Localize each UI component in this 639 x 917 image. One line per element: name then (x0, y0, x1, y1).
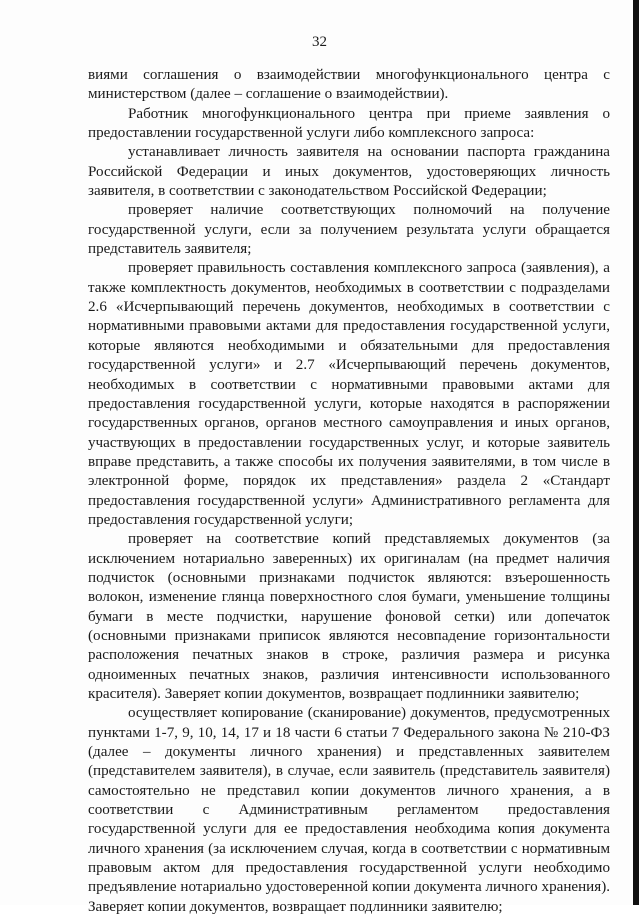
paragraph-continuation: виями соглашения о взаимодействии многофункционального центра с министерством (далее – соглашение о взаимодействии). (88, 67, 610, 103)
document-body (88, 66, 610, 917)
paragraph-authority-check: проверяет наличие соответствующих полномочий на получение государственной услуги, если за получением результата услуги обращается представитель заявителя; (88, 202, 610, 258)
page-number: 32 (312, 34, 327, 50)
paragraph-completeness-check: проверяет правильность составления комплексного запроса (заявления), а также комплектность документов, необходимых в соответствии с подразделами 2.6 «Исчерпывающий перечень документов, необходимых в соответствии с нормативными правовыми актами для предоставления государственной услуги, которые являются необходимыми и обязательными для предоставления государственной услуги» и 2.7 «Исчерпывающий перечень документов, необходимых в соответствии с нормативными правовыми актами для предоставления государственной услуги, которые находятся в распоряжении государственных органов, органов местного самоуправления и иных органов, участвующих в предоставлении государственных услуг, и которые заявитель вправе представить, а также способы их получения заявителями, в том числе в электронной форме, порядок их представления» раздела 2 «Стандарт предоставления государственной услуги» Административного регламента для предоставления государственной услуги; (88, 260, 610, 528)
scan-edge (633, 0, 639, 905)
paragraph-identity-check: устанавливает личность заявителя на основании паспорта гражданина Российской Федерации и иных документов, удостоверяющих личность заявителя, в соответствии с законодательством Российской Федерации; (88, 144, 610, 200)
paragraph-scanning: осуществляет копирование (сканирование) документов, предусмотренных пунктами 1-7, 9, 10, 14, 17 и 18 части 6 статьи 7 Федерального закона № 210-ФЗ (далее – документы личного хранения) и представленных заявителем (представителем заявителя), в случае, если заявитель (представитель заявителя) самостоятельно не представил копии документов личного хранения, а в соответствии с Административным регламентом предоставления государственной услуги для ее предоставления необходима копия документа личного хранения (за исключением случая, когда в соответствии с нормативным правовым актом для предоставления государственной услуги необходимо предъявление нотариально удостоверенной копии документа личного хранения). Заверяет копии документов, возвращает подлинники заявителю; (88, 705, 610, 915)
paragraph-intro: Работник многофункционального центра при приеме заявления о предоставлении государственной услуги либо комплексного запроса: (88, 105, 610, 142)
paragraph-copies-check: проверяет на соответствие копий представляемых документов (за исключением нотариально заверенных) их оригиналам (на предмет наличия подчисток (основными признаками подчисток являются: взъерошенность волокон, изменение глянца поверхностного слоя бумаги, уменьшение толщины бумаги в месте подчистки, нарушение фоновой сетки) или допечаток (основными признаками приписок являются несовпадение горизонтальности расположения печатных знаков в строке, различия размера и рисунка одноименных печатных знаков, различия интенсивности использованного красителя). Заверяет копии документов, возвращает подлинники заявителю; (88, 531, 610, 702)
